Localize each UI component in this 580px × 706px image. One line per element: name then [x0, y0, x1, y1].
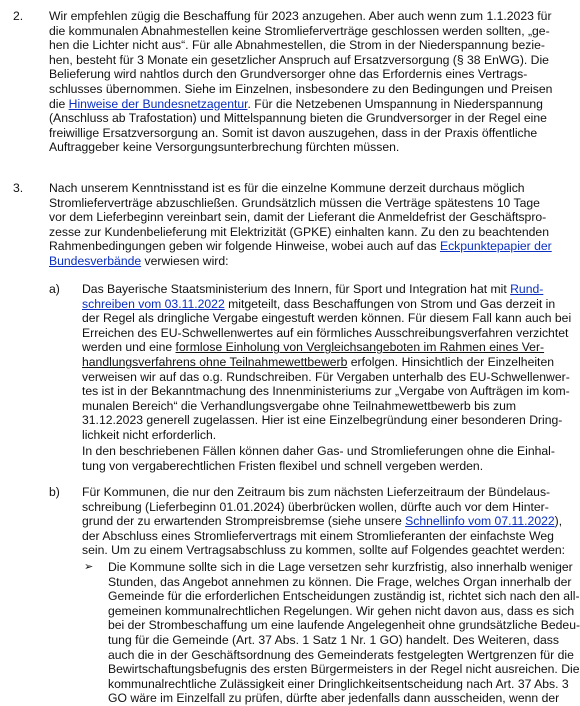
- text-line: Die Kommune sollte sich in die Lage versetzen sehr kurzfristig, also innerhalb weniger: [108, 560, 573, 574]
- text-line: In den beschriebenen Fällen können daher Gas- und Stromlieferungen ohne die Einhal-: [82, 444, 555, 458]
- link-bundesverbaende[interactable]: Bundesverbände: [49, 253, 142, 268]
- text-line: Gemeinde für die erforderlichen Entscheidungen zuständig ist, richtet sich nach den all-: [108, 589, 580, 604]
- link-rundschreiben[interactable]: Rund-: [510, 282, 544, 296]
- text-line: grund der zu erwartenden Strompreisbremse (siehe unsere Schnellinfo vom 07.11.2022),: [82, 514, 563, 529]
- text-line: hen die Lichter nicht aus“. Für alle Abnahmestellen, die Strom in der Niederspannung bezie-: [49, 38, 545, 53]
- text-line: Bewirtschaftungsbefugnis des ersten Bürgermeisters in der Regel nicht ausreichen. Die: [108, 662, 580, 677]
- text-line: tes ist in der Bekanntmachung des Innenministeriums zur „Vergabe von Aufträgen im kom-: [82, 384, 570, 399]
- link-eckpunktepapier[interactable]: Eckpunktepapier der: [439, 239, 552, 254]
- text-line: (Anschluss ab Trafostation) und Mittelspannung bieten die Grundversorger in der Regel eine: [49, 111, 547, 126]
- text-line: werden und eine formlose Einholung von Vergleichsangeboten im Rahmen eines Ver-: [82, 340, 545, 355]
- text-line: Belieferung wird nahtlos durch den Grundversorger ohne das Erfordernis eines Vertrags-: [49, 67, 528, 82]
- text-line: tung für die Gemeinde (Art. 37 Abs. 1 Satz 1 Nr. 1 GO) handelt. Des Weiteren, dass: [108, 632, 559, 647]
- bullet-paragraph: [108, 560, 580, 706]
- underlined-text: formlose Einholung von Vergleichsangeboten im Rahmen eines Ver-: [175, 340, 545, 355]
- text-line: Wir empfehlen zügig die Beschaffung für 2023 anzugehen. Aber auch wenn zum 1.1.2023 für: [49, 9, 552, 23]
- text-line: Erreichen des EU-Schwellenwertes auf ein förmliches Ausschreibungsverfahren verzichtet: [82, 325, 569, 340]
- paragraph-item-2: [49, 9, 552, 155]
- text-line: lichkeit nicht erforderlich.: [82, 427, 217, 442]
- text-line: Rahmenbedingungen geben wir folgende Hinweise, wobei auch auf das Eckpunktepapier der: [49, 239, 552, 254]
- text-line: Für Kommunen, die nur den Zeitraum bis zum nächsten Lieferzeitraum der Bündelaus-: [82, 485, 551, 499]
- text-line: schreiben vom 03.11.2022 mitgeteilt, dass Beschaffungen von Strom und Gas derzeit in: [82, 296, 556, 311]
- underlined-text: handlungsverfahrens ohne Teilnahmewettbewerb: [82, 354, 348, 369]
- paragraph-item-b: [82, 485, 565, 558]
- text-line: gemeinen kommunalrechtlichen Regelungen. Wir gehen nicht davon aus, dass es sich: [108, 603, 575, 618]
- text-line: Bundesverbände verwiesen wird:: [49, 253, 229, 268]
- text-line: Stromlieferverträge abzuschließen. Grundsätzlich müssen die Verträge spätestens 10 Tage: [49, 195, 540, 210]
- text-line: 31.12.2023 generell zugelassen. Hier ist eine Einzelbegründung einer besonderen Dring-: [82, 413, 563, 428]
- paragraph-item-a-2: [82, 444, 555, 473]
- item-number-3: 3.: [13, 181, 24, 195]
- text-line: handlungsverfahrens ohne Teilnahmewettbewerb erfolgen. Hinsichtlich der Einzelheiten: [82, 354, 554, 369]
- item-number-2: 2.: [13, 9, 24, 23]
- text-line: verweisen wir auf das o.g. Rundschreiben. Für Vergaben unterhalb des EU-Schwellenwer-: [82, 369, 570, 384]
- text-line: der Regel als dringliche Vergabe eingestuft werden können. Für diesem Fall kann auch bei: [82, 311, 572, 326]
- text-line: kommunalrechtliche Zulässigkeit einer Dringlichkeitsentscheidung nach Art. 37 Abs. 3: [108, 676, 569, 691]
- text-line: freiwillige Ersatzversorgung an. Somit ist davon auszugehen, dass in der Praxis öffentliche: [49, 125, 538, 140]
- text-line: Stunden, das Angebot annehmen zu können. Die Frage, welches Organ innerhalb der: [108, 574, 572, 589]
- item-letter-a: a): [49, 282, 60, 296]
- text-line: auch die in der Geschäftsordnung des Gemeinderats festgelegten Wertgrenzen für die: [108, 647, 574, 662]
- text-line: Nach unserem Kenntnisstand ist es für die einzelne Kommune derzeit durchaus möglich: [49, 181, 525, 195]
- text-line: GO wäre im Einzelfall zu prüfen, dürfte aber jedenfalls dann ausscheiden, wenn der: [108, 691, 560, 706]
- link-hinweise-bundesnetzagentur[interactable]: Hinweise der Bundesnetzagentur: [68, 96, 248, 111]
- paragraph-item-3: [49, 181, 552, 269]
- text-line: schreibung (Lieferbeginn 01.01.2024) überbrücken wollen, dürfte auch vor dem Hinter-: [82, 499, 549, 514]
- text-line: Auftraggeber keine Versorgungsunterbrechung fürchten müssen.: [49, 140, 400, 155]
- text-line: schlusses übernommen. Siehe im Einzelnen, insbesondere zu den Bedingungen und Preisen: [49, 81, 553, 96]
- paragraph-item-a: [82, 282, 571, 443]
- text-line: hen, besteht für 3 Monate ein gesetzlicher Anspruch auf Ersatzversorgung (§ 38 EnWG). Die: [49, 52, 549, 67]
- text-line: der Abschluss eines Stromliefervertrags mit einem Stromlieferanten der einfachste Weg: [82, 528, 554, 543]
- link-schnellinfo[interactable]: Schnellinfo vom 07.11.2022: [405, 514, 555, 529]
- text-line: tung von vergaberechtlichen Fristen flexibel und schnell vergeben werden.: [82, 458, 484, 473]
- item-letter-b: b): [49, 485, 60, 499]
- arrow-bullet-icon: ➢: [84, 561, 94, 573]
- text-line: sein. Um zu einem Vertragsabschluss zu kommen, sollte auf Folgendes geachtet werden:: [82, 543, 566, 558]
- text-line: die Hinweise der Bundesnetzagentur. Für die Netzebenen Umspannung in Niederspannung: [49, 96, 543, 111]
- text-line: Das Bayerische Staatsministerium des Innern, für Sport und Integration hat mit Rund-: [82, 282, 544, 296]
- link-rundschreiben-date[interactable]: schreiben vom 03.11.2022: [82, 296, 225, 311]
- text-line: bei der Strombeschaffung um eine laufende Angelegenheit ohne grundsätzliche Bedeu-: [108, 618, 580, 633]
- text-line: zesse zur Kundenbelieferung mit Elektrizität (GPKE) einhalten kann. Zu den zu beachtenden: [49, 224, 549, 239]
- text-line: munalen Bereich“ die Verhandlungsvergabe ohne Teilnahmewettbewerb bis zum: [82, 398, 517, 413]
- text-line: vor dem Lieferbeginn vereinbart sein, damit der Lieferant die Anmeldefrist der Geschäftspro-: [49, 210, 547, 225]
- text-line: die kommunalen Abnahmestellen keine Stromlieferverträge geschlossen werden sollten, „ge-: [49, 23, 550, 38]
